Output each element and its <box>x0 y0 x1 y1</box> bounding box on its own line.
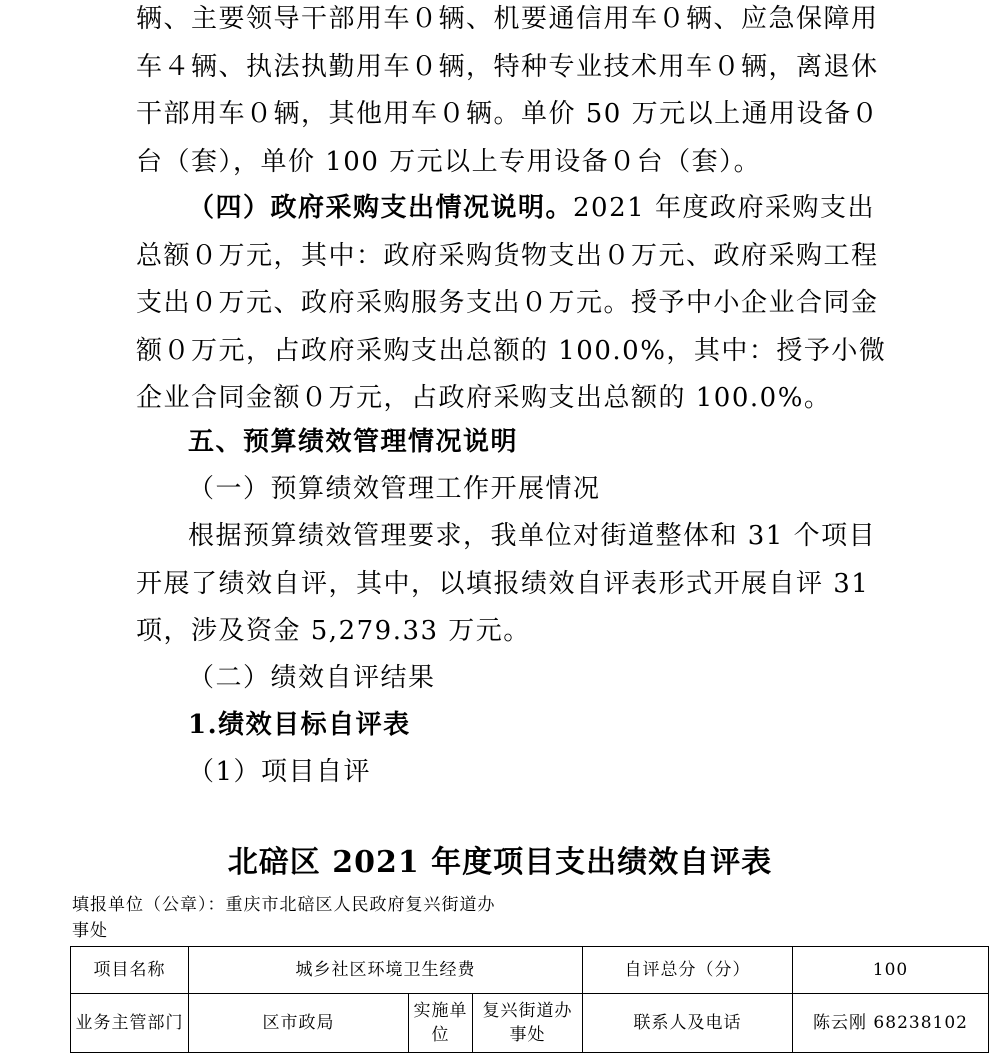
sub1-body: 根据预算绩效管理要求，我单位对街道整体和 31 个项目开展了绩效自评，其中，以填报绩效自评表形式开展自评 31 项，涉及资金 5,279.33 万元。 <box>136 521 877 647</box>
procurement-paragraph <box>136 185 896 423</box>
sub1-heading: （一）预算绩效管理工作开展情况 <box>188 474 601 504</box>
item1-sub-heading: （1）项目自评 <box>188 757 372 787</box>
procurement-body: 2021 年度政府采购支出总额０万元，其中：政府采购货物支出０万元、政府采购工程支出０万元、政府采购服务支出０万元。授予中小企业合同金额０万元，占政府采购支出总额的 100.0%，其中：授予小微企业合同金额０万元，占政府采购支出总额的 100.0%。 <box>136 193 887 414</box>
dept-label: 业务主管部门 <box>71 994 189 1053</box>
impl-unit-label: 实施单位 <box>409 994 473 1053</box>
table-title: 北碚区 2021 年度项目支出绩效自评表 <box>227 845 773 880</box>
table-row <box>71 994 989 1053</box>
score-value: 100 <box>793 947 989 994</box>
contact-label: 联系人及电话 <box>583 994 793 1053</box>
sub2-heading: （二）绩效自评结果 <box>188 663 436 693</box>
impl-unit-value: 复兴街道办事处 <box>473 994 583 1053</box>
vehicle-equipment-paragraph: 辆、主要领导干部用车０辆、机要通信用车０辆、应急保障用车４辆、执法执勤用车０辆，特种专业技术用车０辆，离退休干部用车０辆，其他用车０辆。单价 50 万元以上通用设备０台（套），单价 100 万元以上专用设备０台（套）。 <box>136 4 880 177</box>
fill-unit-label: 填报单位（公章）：重庆市北碚区人民政府复兴街道办事处 <box>72 895 496 941</box>
section5-heading: 五、预算绩效管理情况说明 <box>188 427 519 457</box>
table-row <box>71 947 989 994</box>
dept-value: 区市政局 <box>189 994 409 1053</box>
project-name-label: 项目名称 <box>71 947 189 994</box>
project-evaluation-table <box>70 946 989 1053</box>
procurement-heading: （四）政府采购支出情况说明。 <box>188 193 574 223</box>
project-name-value: 城乡社区环境卫生经费 <box>189 947 583 994</box>
score-label: 自评总分（分） <box>583 947 793 994</box>
item1-heading: 1.绩效目标自评表 <box>188 710 411 740</box>
contact-value: 陈云刚 68238102 <box>793 994 989 1053</box>
